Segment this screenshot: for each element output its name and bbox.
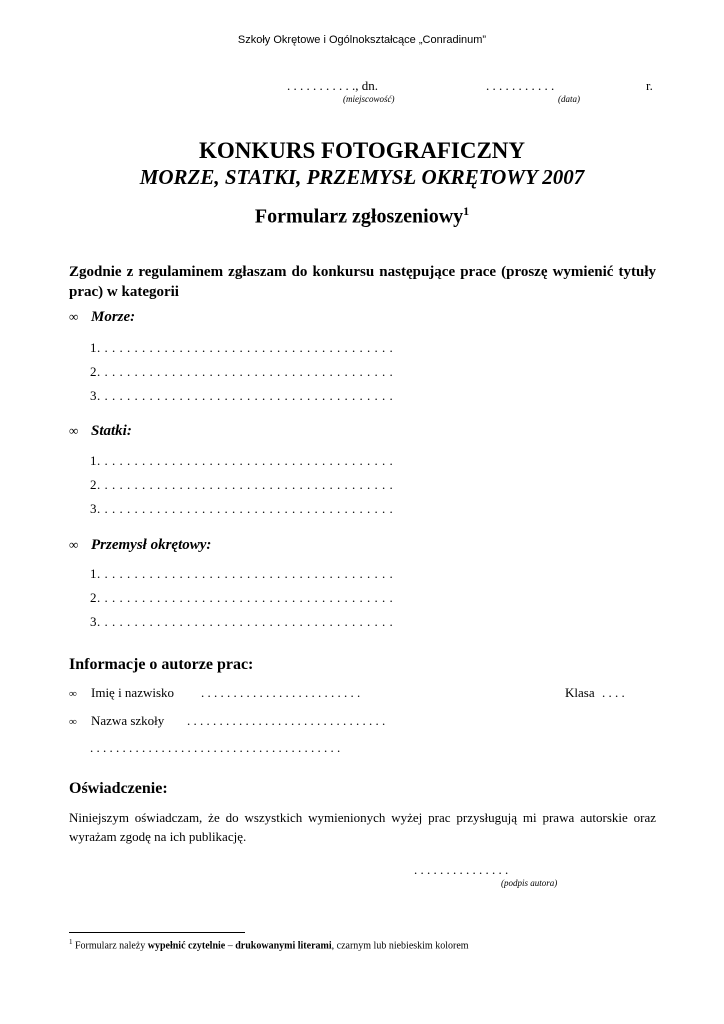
class-label: Klasa: [565, 685, 595, 700]
footnote-bold-1: wypełnić czytelnie: [147, 940, 226, 952]
footnote-middle: –: [225, 940, 236, 952]
entry-line[interactable]: 2. . . . . . . . . . . . . . . . . . . . . . . . . . . . . . . . . . . . . . . .: [90, 364, 394, 379]
title-subtitle: MORZE, STATKI, PRZEMYSŁ OKRĘTOWY 2007: [139, 165, 585, 189]
footnote-suffix: , czarnym lub niebieskim kolorem: [331, 940, 469, 952]
category-name: Statki:: [91, 423, 132, 439]
place-dots: . . . . . . . . . . .: [287, 78, 356, 93]
title-main: KONKURS FOTOGRAFICZNY: [198, 138, 526, 163]
signature-field[interactable]: . . . . . . . . . . . . . . .: [414, 862, 509, 877]
page-header: Szkoły Okrętowe i Ogólnokształcące „Conradinum”: [237, 34, 487, 46]
category-morze: [69, 309, 135, 326]
infinity-bullet-icon: ∞: [69, 423, 79, 438]
category-name: Morze:: [91, 309, 136, 325]
infinity-bullet-icon: ∞: [69, 537, 79, 552]
date-field: [486, 78, 554, 94]
school-row: [69, 713, 164, 729]
category-statki: [69, 423, 132, 440]
place-date-line: [287, 78, 378, 94]
statement-text: Niniejszym oświadczam, że do wszystkich wymienionych wyżej prac przysługują mi prawa autorskie oraz wyrażam zgodę na ich publikację.: [69, 810, 656, 844]
form-title-text: Formularz zgłoszeniowy: [254, 205, 464, 228]
footnote-mark: 1: [69, 938, 73, 946]
name-field[interactable]: . . . . . . . . . . . . . . . . . . . . . . . . .: [201, 685, 361, 700]
signature-caption: (podpis autora): [501, 878, 558, 888]
intro-text: Zgodnie z regulaminem zgłaszam do konkursu następujące prace (proszę wymienić tytuły prac) w kategorii: [69, 264, 656, 300]
form-title-footnote-mark: 1: [463, 204, 470, 218]
entry-line[interactable]: 1. . . . . . . . . . . . . . . . . . . . . . . . . . . . . . . . . . . . . . . .: [90, 566, 394, 581]
infinity-bullet-icon: ∞: [69, 716, 77, 728]
entry-line[interactable]: 1. . . . . . . . . . . . . . . . . . . . . . . . . . . . . . . . . . . . . . . .: [90, 453, 394, 468]
class-field[interactable]: . . . .: [602, 685, 625, 700]
r-label: r.: [646, 78, 653, 93]
school-field-extra[interactable]: . . . . . . . . . . . . . . . . . . . . . . . . . . . . . . . . . . . . . . .: [90, 740, 341, 755]
school-label: Nazwa szkoły: [91, 713, 165, 728]
entry-line[interactable]: 1. . . . . . . . . . . . . . . . . . . . . . . . . . . . . . . . . . . . . . . .: [90, 340, 394, 355]
footnote-divider: [69, 932, 245, 933]
footnote: [69, 938, 469, 951]
school-field[interactable]: . . . . . . . . . . . . . . . . . . . . . . . . . . . . . . .: [187, 713, 386, 728]
infinity-bullet-icon: ∞: [69, 309, 79, 324]
statement-heading: Oświadczenie:: [69, 780, 168, 797]
author-heading: Informacje o autorze prac:: [69, 656, 254, 673]
category-przemysl: [69, 537, 211, 554]
form-title: [0, 204, 724, 229]
author-name-row: [69, 685, 174, 701]
entry-line[interactable]: 2. . . . . . . . . . . . . . . . . . . . . . . . . . . . . . . . . . . . . . . .: [90, 590, 394, 605]
entry-line[interactable]: 3. . . . . . . . . . . . . . . . . . . . . . . . . . . . . . . . . . . . . . . .: [90, 388, 394, 403]
place-caption: (miejscowość): [343, 94, 395, 104]
infinity-bullet-icon: ∞: [69, 688, 77, 700]
category-name: Przemysł okrętowy:: [91, 537, 212, 553]
dn-label: , dn.: [355, 78, 378, 93]
footnote-prefix: Formularz należy: [75, 940, 148, 952]
date-caption: (data): [558, 94, 580, 104]
entry-line[interactable]: 2. . . . . . . . . . . . . . . . . . . . . . . . . . . . . . . . . . . . . . . .: [90, 477, 394, 492]
name-label: Imię i nazwisko: [91, 685, 175, 700]
entry-line[interactable]: 3. . . . . . . . . . . . . . . . . . . . . . . . . . . . . . . . . . . . . . . .: [90, 501, 394, 516]
footnote-bold-2: drukowanymi literami: [235, 940, 332, 952]
date-dots: . . . . . . . . . . .: [486, 78, 555, 93]
entry-line[interactable]: 3. . . . . . . . . . . . . . . . . . . . . . . . . . . . . . . . . . . . . . . .: [90, 614, 394, 629]
